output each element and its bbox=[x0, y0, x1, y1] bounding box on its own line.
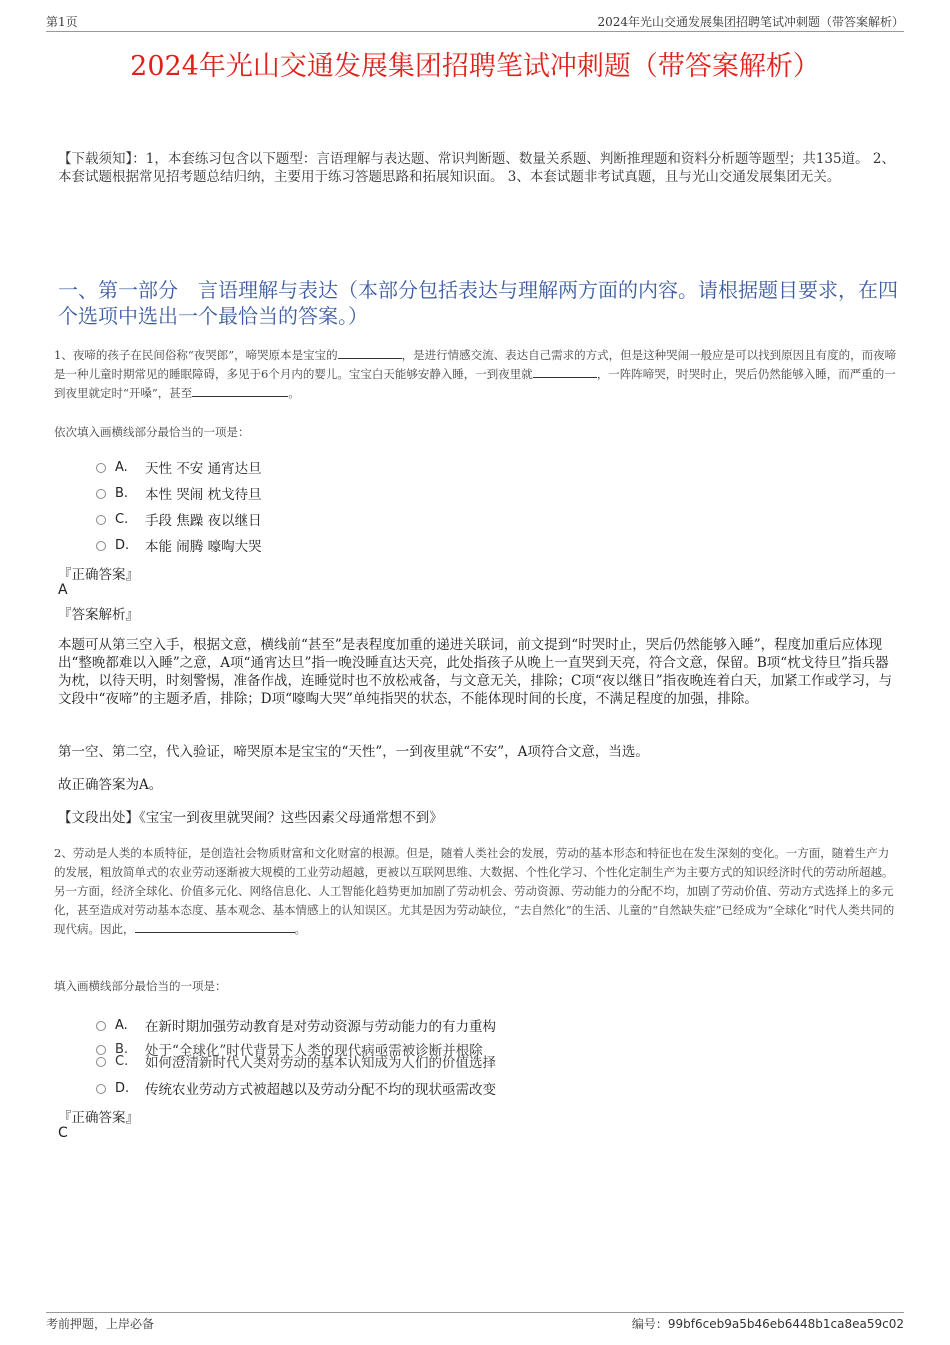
option-a[interactable] bbox=[96, 1015, 496, 1035]
radio-button[interactable] bbox=[96, 463, 106, 473]
option-letter: D. bbox=[115, 1080, 130, 1096]
question-1-text bbox=[54, 346, 900, 403]
header-doc-title: 2024年光山交通发展集团招聘笔试冲刺题（带答案解析） bbox=[597, 15, 904, 29]
radio-button[interactable] bbox=[96, 1021, 106, 1031]
fill-blank bbox=[338, 346, 402, 359]
option-letter: C. bbox=[115, 1053, 129, 1069]
option-letter: A. bbox=[115, 459, 128, 475]
option-letter: B. bbox=[115, 1041, 129, 1057]
option-text: 手段 焦躁 夜以继日 bbox=[145, 513, 262, 529]
fill-blank bbox=[192, 384, 288, 397]
option-c[interactable] bbox=[96, 509, 262, 529]
answer-label: 『正确答案』 bbox=[58, 1110, 139, 1126]
option-letter: A. bbox=[115, 1017, 128, 1033]
option-d[interactable] bbox=[96, 535, 262, 555]
question-1-text-part: 。 bbox=[288, 386, 300, 400]
question-1-text-part: ，是进行情感交流、表达自己需求的方式，但是这种哭闹一般应是可以找到原因且有度的，而夜啼是一种儿童时期常见的睡眠障碍，多见于6个月内的婴儿。宝宝白天能够安静入睡，一到夜里就 bbox=[54, 348, 897, 381]
header-divider bbox=[46, 31, 904, 32]
question-2-text-part: 2、劳动是人类的本质特征，是创造社会物质财富和文化财富的根源。但是，随着人类社会的发展，劳动的基本形态和特征也在发生深刻的变化。一方面，随着生产力的发展，粗放简单式的农业劳动逐渐被大规模的工业劳动超越，更被以互联网思维、大数据、个性化学习、个性化定制生产为主要方式的知识经济时代的劳动所超越。另一方面，经济全球化、价值多元化、网络信息化、人工智能化趋势更加加剧了劳动机会、劳动资源、劳动能力的分配不均，加剧了劳动价值、劳动方式选择上的多元化，甚至造成对劳动基本态度、基本观念、基本情感上的认知误区。尤其是因为劳动缺位，“去自然化”的生活、儿童的“自然缺失症”已经成为“全球化”时代人类共同的现代病。因此， bbox=[54, 846, 895, 936]
option-text: 传统农业劳动方式被超越以及劳动分配不均的现状亟需改变 bbox=[145, 1082, 496, 1098]
code-value: 99bf6ceb9a5b46eb6448b1ca8ea59c02 bbox=[667, 1317, 904, 1331]
question-2-prompt: 填入画横线部分最恰当的一项是： bbox=[54, 979, 227, 993]
option-text: 本性 哭闹 枕戈待旦 bbox=[145, 487, 262, 503]
question-2-text-part: 。 bbox=[294, 922, 306, 936]
source-citation: 【文段出处】《宝宝一到夜里就哭闹？这些因素父母通常想不到》 bbox=[58, 810, 443, 826]
answer-label: 『正确答案』 bbox=[58, 567, 139, 583]
option-text: 本能 闹腾 嚎啕大哭 bbox=[145, 539, 262, 555]
analysis-paragraph: 第一空、第二空，代入验证，啼哭原本是宝宝的“天性”，一到夜里就“不安”，A项符合文意，当选。 bbox=[58, 744, 649, 760]
page-title: 2024年光山交通发展集团招聘笔试冲刺题（带答案解析） bbox=[130, 51, 820, 82]
radio-button[interactable] bbox=[96, 1084, 106, 1094]
fill-blank bbox=[135, 920, 295, 933]
radio-button[interactable] bbox=[96, 541, 106, 551]
option-text: 如何澄清新时代人类对劳动的基本认知成为人们的价值选择 bbox=[145, 1055, 496, 1071]
section-heading: 一、第一部分 言语理解与表达（本部分包括表达与理解两方面的内容。请根据题目要求，在四个选项中选出一个最恰当的答案。） bbox=[58, 278, 898, 328]
code-label: 编号： bbox=[631, 1317, 668, 1331]
page-number: 第1页 bbox=[46, 15, 78, 29]
radio-button[interactable] bbox=[96, 515, 106, 525]
radio-button[interactable] bbox=[96, 489, 106, 499]
document-code bbox=[632, 1315, 904, 1332]
option-a[interactable] bbox=[96, 457, 262, 477]
question-2-text bbox=[54, 844, 900, 939]
question-1-prompt: 依次填入画横线部分最恰当的一项是： bbox=[54, 425, 250, 439]
option-letter: D. bbox=[115, 537, 130, 553]
option-letter: C. bbox=[115, 511, 129, 527]
question-1-text-part: 1、夜啼的孩子在民间俗称“夜哭郎”，啼哭原本是宝宝的 bbox=[54, 348, 338, 362]
option-d[interactable] bbox=[96, 1078, 496, 1098]
option-b[interactable] bbox=[96, 483, 262, 503]
answer-value: C bbox=[58, 1125, 68, 1141]
footer-divider bbox=[46, 1312, 904, 1313]
question-1-text-part: ，一阵阵啼哭，时哭时止，哭后仍然能够入睡，而严重的一到夜里就定时“开嗓”，甚至 bbox=[54, 367, 896, 400]
option-text: 在新时期加强劳动教育是对劳动资源与劳动能力的有力重构 bbox=[145, 1019, 496, 1035]
download-notice: 【下载须知】：1，本套练习包含以下题型：言语理解与表达题、常识判断题、数量关系题、判断推理题和资料分析题等题型；共135道。 2、本套试题根据常见招考题总结归纳，主要用于练习答题思路和拓展知识面。 3、本套试题非考试真题，且与光山交通发展集团无关。 bbox=[58, 151, 895, 185]
fill-blank bbox=[533, 365, 597, 378]
analysis-conclusion: 故正确答案为A。 bbox=[58, 777, 163, 793]
analysis-label: 『答案解析』 bbox=[58, 607, 139, 623]
option-text: 天性 不安 通宵达旦 bbox=[145, 461, 262, 477]
option-letter: B. bbox=[115, 485, 129, 501]
option-c[interactable] bbox=[96, 1051, 496, 1071]
footer-slogan: 考前押题，上岸必备 bbox=[46, 1317, 155, 1331]
option-text: 处于“全球化”时代背景下人类的现代病亟需被诊断并根除 bbox=[145, 1043, 483, 1059]
radio-button[interactable] bbox=[96, 1057, 106, 1067]
analysis-paragraph: 本题可从第三空入手，根据文意，横线前“甚至”是表程度加重的递进关联词，前文提到“时哭时止，哭后仍然能够入睡”，程度加重后应体现出“整晚都难以入睡”之意，A项“通宵达旦”指一晚没睡直达天亮，此处指孩子从晚上一直哭到天亮，符合文意，保留。B项“枕戈待旦”指兵器为枕，以待天明，时刻警惕，准备作战，连睡觉时也不放松戒备，与文意无关，排除；C项“夜以继日”指夜晚连着白天，加紧工作或学习，与文段中“夜啼”的主题矛盾，排除；D项“嚎啕大哭”单纯指哭的状态，不能体现时间的长度，不满足程度的加强，排除。 bbox=[58, 637, 893, 707]
answer-value: A bbox=[58, 582, 68, 598]
